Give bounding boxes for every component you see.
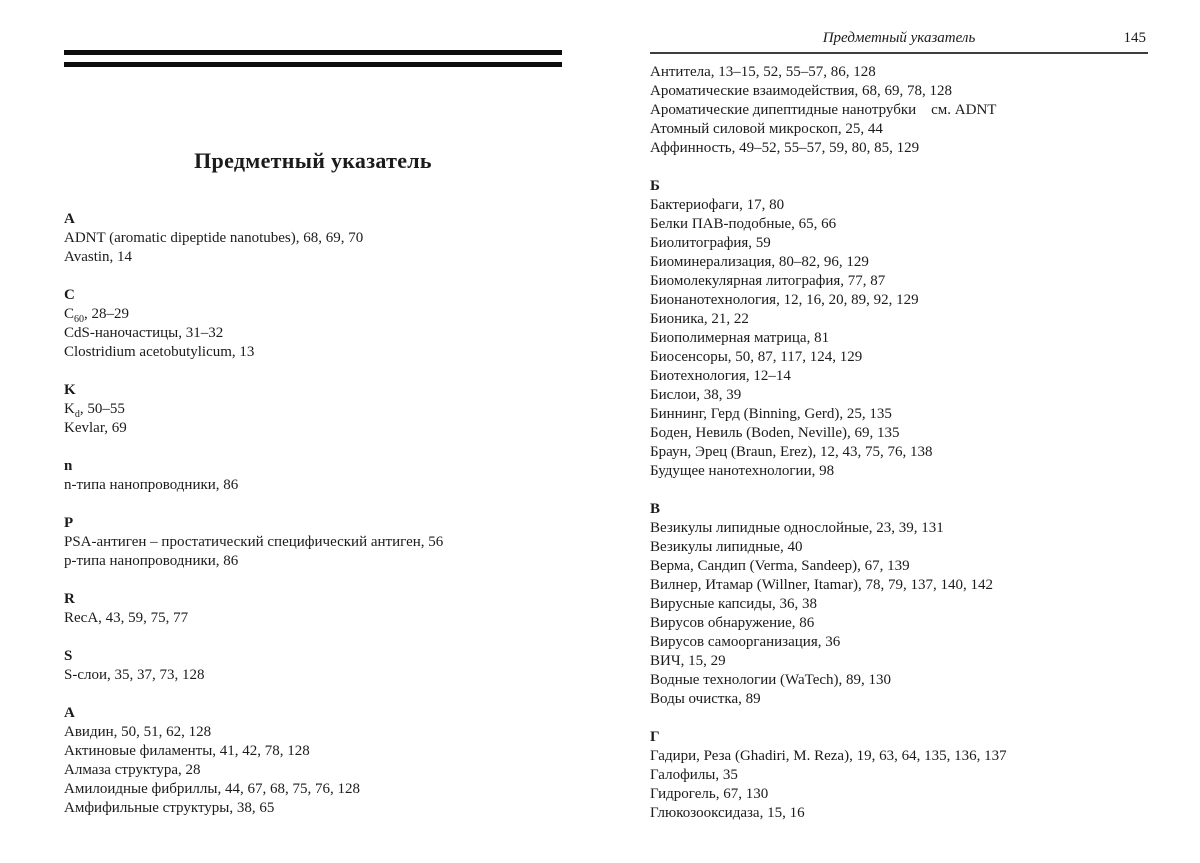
index-entry: Вилнер, Итамар (Willner, Itamar), 78, 79, 137, 140, 142 xyxy=(650,577,993,593)
index-entry: Везикулы липидные, 40 xyxy=(650,539,803,555)
index-entry: Атомный силовой микроскоп, 25, 44 xyxy=(650,121,883,137)
index-section xyxy=(64,647,562,685)
index-entry: Амилоидные фибриллы, 44, 67, 68, 75, 76, 128 xyxy=(64,781,360,797)
index-section xyxy=(64,704,562,818)
section-letter: n xyxy=(64,458,73,474)
left-page xyxy=(64,0,562,818)
index-section xyxy=(64,514,562,571)
section-letter: P xyxy=(64,515,74,531)
index-entry: Антитела, 13–15, 52, 55–57, 86, 128 xyxy=(650,64,876,80)
running-head xyxy=(650,30,1148,49)
section-letter: В xyxy=(650,501,661,517)
index-entry: Верма, Сандип (Verma, Sandeep), 67, 139 xyxy=(650,558,910,574)
index-list-left xyxy=(64,210,562,818)
index-entry: PSA-антиген – простатический специфический антиген, 56 xyxy=(64,534,444,550)
index-entry: Гидрогель, 67, 130 xyxy=(650,786,769,802)
index-entry: Гадири, Реза (Ghadiri, M. Reza), 19, 63, 64, 135, 136, 137 xyxy=(650,748,1007,764)
index-entry: Биоминерализация, 80–82, 96, 129 xyxy=(650,254,869,270)
index-entry: p-типа нанопроводники, 86 xyxy=(64,553,239,569)
index-entry: Вирусные капсиды, 36, 38 xyxy=(650,596,817,612)
index-entry: Биополимерная матрица, 81 xyxy=(650,330,830,346)
index-entry: $K_d$, 50–55 xyxy=(64,401,125,420)
index-section xyxy=(650,177,1148,481)
index-entry: Вирусов обнаружение, 86 xyxy=(650,615,815,631)
index-entry: Avastin, 14 xyxy=(64,249,133,265)
decorative-rule-top xyxy=(64,50,562,55)
index-entry: Галофилы, 35 xyxy=(650,767,738,783)
section-letter: R xyxy=(64,591,75,607)
index-section xyxy=(64,590,562,628)
index-entry: RecA, 43, 59, 75, 77 xyxy=(64,610,189,626)
index-entry: Бионика, 21, 22 xyxy=(650,311,749,327)
index-entry: Водные технологии (WaTech), 89, 130 xyxy=(650,672,892,688)
index-entry: Боден, Невиль (Boden, Neville), 69, 135 xyxy=(650,425,900,441)
page-number: 145 xyxy=(1123,30,1146,46)
index-entry: Белки ПАВ-подобные, 65, 66 xyxy=(650,216,837,232)
index-entry: Clostridium acetobutylicum, 13 xyxy=(64,344,255,360)
index-entry: Вирусов самоорганизация, 36 xyxy=(650,634,841,650)
index-section xyxy=(650,63,1148,158)
index-entry: Биннинг, Герд (Binning, Gerd), 25, 135 xyxy=(650,406,892,422)
index-entry: Амфифильные структуры, 38, 65 xyxy=(64,800,275,816)
index-entry: Бактериофаги, 17, 80 xyxy=(650,197,785,213)
section-letter: S xyxy=(64,648,73,664)
index-entry: Ароматические взаимодействия, 68, 69, 78, 128 xyxy=(650,83,953,99)
index-entry: Глюкозооксидаза, 15, 16 xyxy=(650,805,805,821)
index-section xyxy=(650,500,1148,709)
section-letter: А xyxy=(64,705,75,721)
index-entry: Kevlar, 69 xyxy=(64,420,127,436)
right-page xyxy=(650,0,1148,823)
index-entry: $C_{60}$, 28–29 xyxy=(64,306,130,325)
header-rule xyxy=(650,52,1148,54)
index-entry: Бионанотехнология, 12, 16, 20, 89, 92, 129 xyxy=(650,292,919,308)
index-entry: Актиновые филаменты, 41, 42, 78, 128 xyxy=(64,743,310,759)
index-entry: ВИЧ, 15, 29 xyxy=(650,653,726,669)
index-entry: n-типа нанопроводники, 86 xyxy=(64,477,239,493)
section-letter: A xyxy=(64,211,75,227)
running-title: Предметный указатель xyxy=(822,30,976,46)
page-title: Предметный указатель xyxy=(194,148,432,173)
index-entry: Бислои, 38, 39 xyxy=(650,387,742,403)
section-letter: Б xyxy=(650,178,660,194)
index-entry: Биотехнология, 12–14 xyxy=(650,368,791,384)
section-letter: K xyxy=(64,382,76,398)
index-entry: Ароматические дипептидные нанотрубки см. ADNT xyxy=(650,102,997,118)
index-section xyxy=(64,381,562,438)
index-entry: ADNT (aromatic dipeptide nanotubes), 68, 69, 70 xyxy=(64,230,364,246)
index-entry: Биомолекулярная литография, 77, 87 xyxy=(650,273,886,289)
index-entry: Будущее нанотехнологии, 98 xyxy=(650,463,835,479)
index-entry: Аффинность, 49–52, 55–57, 59, 80, 85, 129 xyxy=(650,140,920,156)
index-entry: Биосенсоры, 50, 87, 117, 124, 129 xyxy=(650,349,863,365)
index-list-right xyxy=(650,63,1148,823)
index-section xyxy=(64,210,562,267)
index-entry: S-слои, 35, 37, 73, 128 xyxy=(64,667,205,683)
index-entry: Везикулы липидные однослойные, 23, 39, 131 xyxy=(650,520,944,536)
index-entry: Воды очистка, 89 xyxy=(650,691,761,707)
index-entry: Биолитография, 59 xyxy=(650,235,771,251)
index-section xyxy=(64,286,562,362)
index-entry: CdS-наночастицы, 31–32 xyxy=(64,325,224,341)
section-letter: C xyxy=(64,287,75,303)
index-section xyxy=(650,728,1148,823)
index-section xyxy=(64,457,562,495)
decorative-rule-bottom xyxy=(64,62,562,67)
index-entry: Браун, Эрец (Braun, Erez), 12, 43, 75, 76, 138 xyxy=(650,444,933,460)
index-entry: Алмаза структура, 28 xyxy=(64,762,201,778)
index-entry: Авидин, 50, 51, 62, 128 xyxy=(64,724,212,740)
section-letter: Г xyxy=(650,729,660,745)
